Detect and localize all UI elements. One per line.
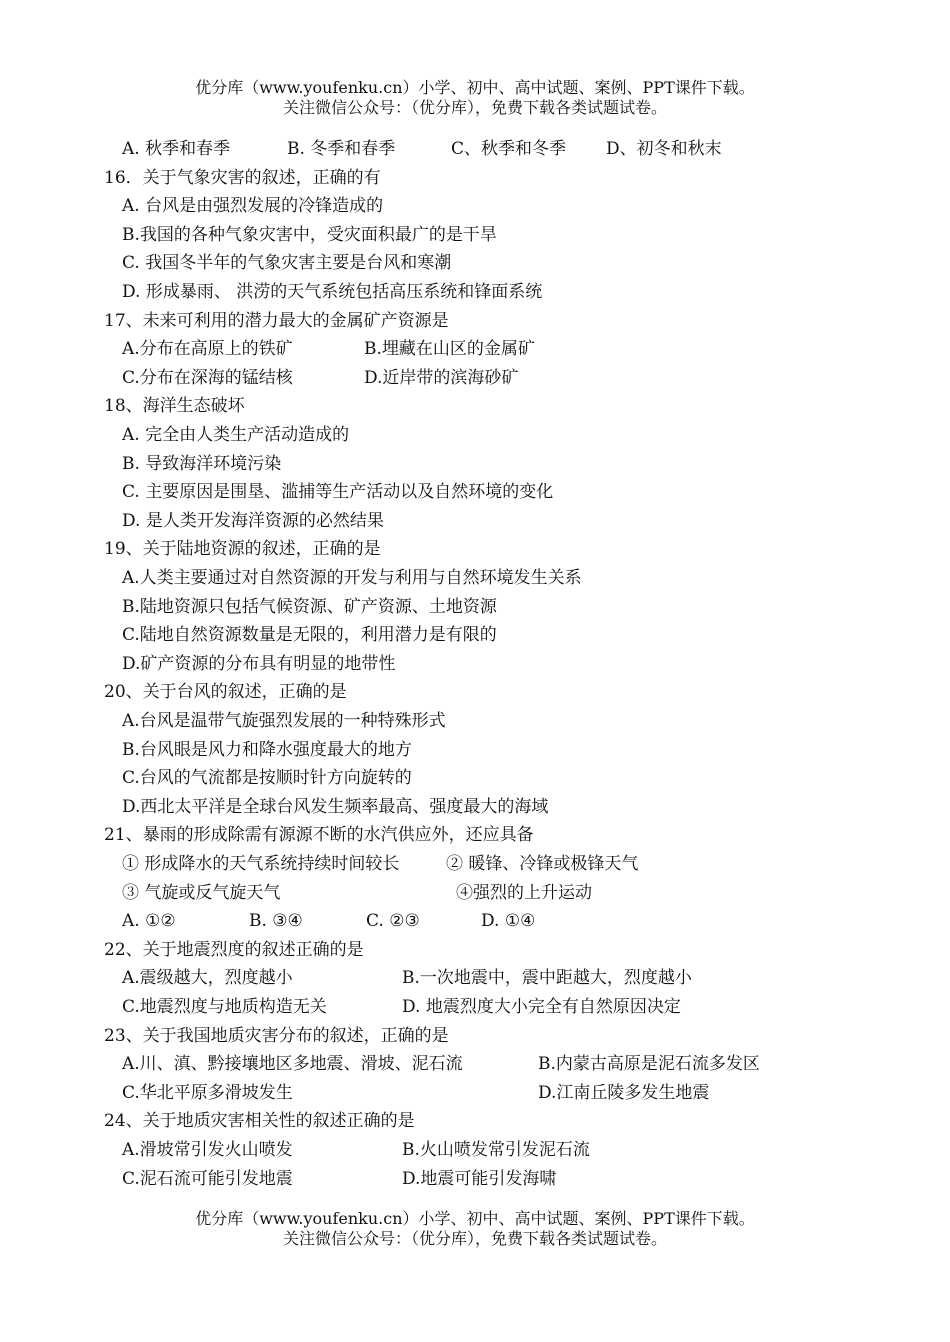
q18-stem: 18、海洋生态破坏	[104, 396, 245, 417]
q16-option-c: C. 我国冬半年的气象灾害主要是台风和寒潮	[122, 253, 452, 274]
q17-stem: 17、未来可利用的潜力最大的金属矿产资源是	[104, 310, 449, 331]
q20-stem: 20、关于台风的叙述，正确的是	[104, 682, 347, 703]
q16-stem: 16．关于气象灾害的叙述，正确的有	[104, 167, 381, 188]
q19-option-c: C.陆地自然资源数量是无限的，利用潜力是有限的	[122, 625, 497, 646]
q16-option-d: D. 形成暴雨、 洪涝的天气系统包括高压系统和锋面系统	[122, 282, 543, 302]
q21-option-b: B. ③④	[249, 911, 303, 932]
footer-line-1: 优分库（www.youfenku.cn）小学、初中、高中试题、案例、PPT课件下载。	[195, 1209, 755, 1228]
q23-option-c: C.华北平原多滑坡发生	[122, 1082, 293, 1103]
q20-option-b: B.台风眼是风力和降水强度最大的地方	[122, 739, 412, 760]
q19-option-a: A.人类主要通过对自然资源的开发与利用与自然环境发生关系	[122, 568, 582, 588]
q23-stem: 23、关于我国地质灾害分布的叙述，正确的是	[104, 1025, 449, 1046]
q24-option-b: B.火山喷发常引发泥石流	[402, 1140, 590, 1160]
q19-option-b: B.陆地资源只包括气候资源、矿产资源、土地资源	[122, 596, 497, 617]
q17-option-c: C.分布在深海的锰结核	[122, 367, 293, 388]
q23-option-d: D.江南丘陵多发生地震	[538, 1082, 710, 1103]
q24-option-c: C.泥石流可能引发地震	[122, 1168, 293, 1189]
q21-option-a: A. ①②	[122, 911, 176, 932]
q21-stem: 21、暴雨的形成除需有源源不断的水汽供应外，还应具备	[104, 825, 534, 846]
q24-stem: 24、关于地质灾害相关性的叙述正确的是	[104, 1111, 415, 1132]
q23-option-b: B.内蒙古高原是泥石流多发区	[538, 1054, 760, 1075]
footer-line-2: 关注微信公众号：（优分库），免费下载各类试题试卷。	[282, 1229, 667, 1248]
q20-option-d: D.西北太平洋是全球台风发生频率最高、强度最大的海域	[122, 796, 549, 817]
q15-options-row	[0, 135, 950, 164]
q18-option-a: A. 完全由人类生产活动造成的	[122, 425, 350, 445]
q18-option-c: C. 主要原因是围垦、滥捕等生产活动以及自然环境的变化	[122, 482, 554, 503]
page-header	[0, 78, 950, 118]
header-line-2: 关注微信公众号：（优分库），免费下载各类试题试卷。	[282, 98, 667, 117]
q15-option-d: D、初冬和秋末	[606, 139, 722, 159]
q15-option-b: B. 冬季和春季	[287, 139, 396, 159]
q16-option-b: B.我国的各种气象灾害中，受灾面积最广的是干旱	[122, 224, 497, 245]
q18-option-b: B. 导致海洋环境污染	[122, 453, 282, 474]
q16-option-a: A. 台风是由强烈发展的冷锋造成的	[122, 196, 384, 217]
q22-option-b: B.一次地震中，震中距越大，烈度越小	[402, 968, 692, 989]
header-line-1: 优分库（www.youfenku.cn）小学、初中、高中试题、案例、PPT课件下载。	[195, 78, 755, 97]
q22-stem: 22、关于地震烈度的叙述正确的是	[104, 939, 364, 960]
q20-option-a: A.台风是温带气旋强烈发展的一种特殊形式	[122, 711, 446, 731]
q19-stem: 19、关于陆地资源的叙述，正确的是	[104, 539, 381, 560]
q24-option-d: D.地震可能引发海啸	[402, 1168, 557, 1189]
q22-option-a: A.震级越大，烈度越小	[122, 968, 293, 989]
q20-option-c: C.台风的气流都是按顺时针方向旋转的	[122, 768, 412, 789]
q21-statement-2: ② 暖锋、冷锋或极锋天气	[446, 854, 639, 874]
q21-statement-3: ③ 气旋或反气旋天气	[122, 882, 281, 903]
q17-option-d: D.近岸带的滨海砂矿	[364, 367, 519, 388]
q21-option-d: D. ①④	[481, 911, 536, 932]
q23-option-a: A.川、滇、黔接壤地区多地震、滑坡、泥石流	[122, 1054, 463, 1075]
page-footer	[0, 1209, 950, 1249]
q22-option-d: D. 地震烈度大小完全有自然原因决定	[402, 997, 681, 1017]
q21-option-c: C. ②③	[366, 911, 420, 932]
q19-option-d: D.矿产资源的分布具有明显的地带性	[122, 653, 396, 674]
q17-option-b: B.埋藏在山区的金属矿	[364, 339, 535, 360]
q18-option-d: D. 是人类开发海洋资源的必然结果	[122, 510, 384, 531]
q21-statement-1: ① 形成降水的天气系统持续时间较长	[122, 854, 400, 874]
q15-option-c: C、秋季和冬季	[451, 139, 567, 159]
q24-option-a: A.滑坡常引发火山喷发	[122, 1140, 293, 1160]
q21-statement-4: ④强烈的上升运动	[456, 882, 592, 903]
q22-option-c: C.地震烈度与地质构造无关	[122, 997, 327, 1017]
q17-option-a: A.分布在高原上的铁矿	[122, 339, 293, 360]
q15-option-a: A. 秋季和春季	[122, 139, 231, 159]
